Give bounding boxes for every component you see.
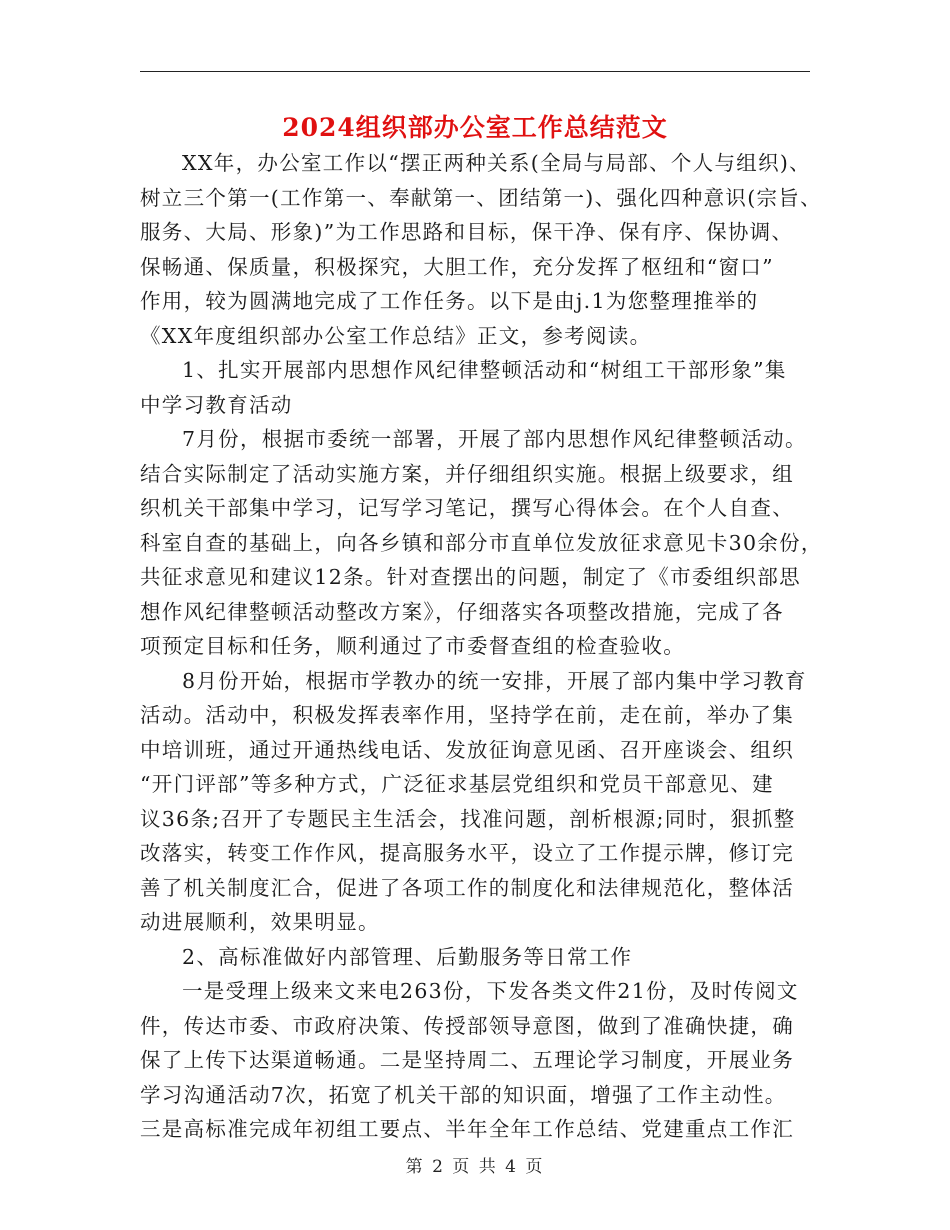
paragraph-line: 7月份，根据市委统一部署，开展了部内思想作风纪律整顿活动。: [182, 427, 807, 451]
section-heading-line: 2、高标准做好内部管理、后勤服务等日常工作: [182, 944, 633, 969]
document-title: 2024组织部办公室工作总结范文: [282, 113, 668, 142]
paragraph-line: 共征求意见和建议12条。针对查摆出的问题，制定了《市委组织部思: [140, 565, 801, 589]
header-rule: [140, 71, 810, 72]
paragraph-line: 科室自查的基础上，向各乡镇和部分市直单位发放征求意见卡30余份，: [140, 530, 823, 555]
paragraph-line: 保了上传下达渠道畅通。二是坚持周二、五理论学习制度，开展业务: [140, 1048, 794, 1072]
section-heading-line: 1、扎实开展部内思想作风纪律整顿活动和“树组工干部形象”集: [182, 358, 787, 382]
section-heading-line: 中学习教育活动: [140, 392, 293, 417]
paragraph-line: XX年，办公室工作以“摆正两种关系(全局与局部、个人与组织)、: [182, 151, 811, 175]
document-body: [140, 146, 823, 1147]
paragraph-line: 动进展顺利，效果明显。: [140, 910, 380, 934]
paragraph-line: 项预定目标和任务，顺利通过了市委督查组的检查验收。: [140, 634, 685, 658]
paragraph-line: 《XX年度组织部办公室工作总结》正文，参考阅读。: [140, 323, 652, 348]
paragraph-line: 改落实，转变工作作风，提高服务水平，设立了工作提示牌，修订完: [140, 841, 794, 865]
paragraph-line: 作用，较为圆满地完成了工作任务。以下是由j.1为您整理推举的: [140, 289, 759, 313]
paragraph-line: 善了机关制度汇合，促进了各项工作的制度化和法律规范化，整体活: [140, 875, 794, 900]
paragraph-line: 织机关干部集中学习，记写学习笔记，撰写心得体会。在个人自查、: [140, 496, 794, 520]
paragraph-line: 想作风纪律整顿活动整改方案》，仔细落实各项整改措施，完成了各: [140, 599, 784, 624]
paragraph-line: 树立三个第一(工作第一、奉献第一、团结第一)、强化四种意识(宗旨、: [140, 185, 822, 210]
paragraph-line: 三是高标准完成年初组工要点、半年全年工作总结、党建重点工作汇: [140, 1117, 794, 1141]
page-footer: 第 2 页 共 4 页: [405, 1157, 545, 1177]
paragraph-line: 中培训班，通过开通热线电话、发放征询意见函、召开座谈会、组织: [140, 737, 794, 762]
paragraph-line: 学习沟通活动7次，拓宽了机关干部的知识面，增强了工作主动性。: [140, 1082, 787, 1107]
paragraph-line: 8月份开始，根据市学教办的统一安排，开展了部内集中学习教育: [182, 668, 807, 693]
paragraph-line: 议36条;召开了专题民主生活会，找准问题，剖析根源;同时，狠抓整: [140, 806, 796, 831]
paragraph-line: 一是受理上级来文来电263份，下发各类文件21份，及时传阅文: [182, 979, 799, 1003]
paragraph-line: 保畅通、保质量，积极探究，大胆工作，充分发挥了枢纽和“窗口”: [140, 254, 774, 279]
paragraph-line: 服务、大局、形象)”为工作思路和目标，保干净、保有序、保协调、: [140, 220, 794, 244]
paragraph-line: 活动。活动中，积极发挥表率作用，坚持学在前，走在前，举办了集: [140, 703, 794, 727]
paragraph-line: 结合实际制定了活动实施方案，并仔细组织实施。根据上级要求，组: [140, 461, 794, 486]
paragraph-line: 件，传达市委、市政府决策、传授部领导意图，做到了准确快捷，确: [140, 1013, 794, 1038]
paragraph-line: “开门评部”等多种方式，广泛征求基层党组织和党员干部意见、建: [140, 772, 774, 796]
